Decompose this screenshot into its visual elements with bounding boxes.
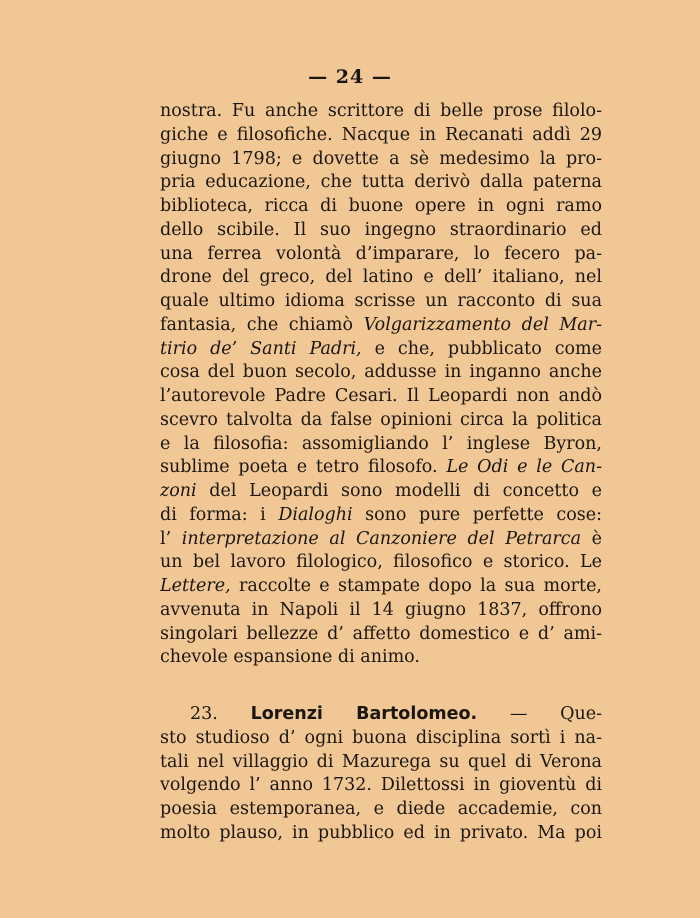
text-line: giche e filosofiche. Nacque in Recanati addì 29 — [160, 124, 602, 145]
text-line: un bel lavoro filologico, filosofico e storico. Le — [160, 552, 602, 573]
text-line: una ferrea volontà d’imparare, lo fecero pa- — [160, 243, 602, 264]
text-line: sto studioso d’ ogni buona disciplina sortì i na- — [160, 727, 602, 748]
paragraph-leopardi — [160, 100, 602, 670]
text-run: sono pure perfette cose: — [352, 504, 602, 525]
work-title: zoni — [160, 481, 197, 501]
text-line: pria educazione, che tutta derivò dalla paterna — [160, 172, 602, 193]
text-line: poesia estemporanea, e diede accademie, con — [160, 799, 602, 819]
text-line — [160, 480, 602, 504]
text-run: raccolte e stampate dopo la sua morte, — [230, 576, 602, 596]
text-line — [160, 504, 602, 528]
text-line — [160, 528, 602, 552]
entry-23 — [160, 703, 602, 846]
work-title: Le Odi e le Can- — [446, 457, 602, 478]
text-run: fantasia, che chiamò — [160, 314, 364, 335]
text-run: è — [581, 528, 602, 549]
text-line: e la filosofia: assomigliando l’ inglese Byron, — [160, 433, 602, 454]
text-line: singolari bellezze d’ affetto domestico e d’ ami- — [160, 623, 602, 644]
text-line — [160, 575, 602, 599]
entry-number: 23. — [190, 704, 251, 724]
work-title: Dialoghi — [278, 504, 353, 525]
text-line: giugno 1798; e dovette a sè medesimo la pro- — [160, 148, 602, 169]
text-run: — Que- — [477, 704, 602, 724]
text-line — [160, 338, 602, 362]
work-title: Lettere, — [160, 576, 231, 596]
page-number: — 24 — — [308, 66, 392, 88]
work-title: tirio de’ Santi Padri, — [160, 338, 362, 359]
text-run: e che, pubblicato come — [361, 338, 602, 359]
work-title: interpretazione al Canzoniere del Petrarca — [181, 528, 582, 549]
text-run: di forma: i — [160, 504, 279, 525]
text-line: tali nel villaggio di Mazurega su quel di Verona — [160, 751, 602, 772]
entry-heading-line — [160, 703, 602, 727]
text-line: l’autorevole Padre Cesari. Il Leopardi non andò — [160, 386, 602, 406]
text-line: scevro talvolta da false opinioni circa la politica — [160, 409, 602, 430]
text-line: dello scibile. Il suo ingegno straordinario ed — [160, 219, 602, 240]
work-title: Volgarizzamento del Mar- — [363, 314, 602, 335]
text-line: drone del greco, del latino e dell’ italiano, nel — [160, 267, 602, 288]
text-line: avvenuta in Napoli il 14 giugno 1837, offrono — [160, 599, 602, 620]
text-line: nostra. Fu anche scrittore di belle prose filolo- — [160, 101, 602, 121]
text-line: chevole espansione di animo. — [160, 647, 420, 668]
text-run: del Leopardi sono modelli di concetto e — [196, 481, 602, 501]
text-line — [160, 456, 602, 480]
text-line: cosa del buon secolo, addusse in inganno anche — [160, 362, 602, 383]
entry-name: Lorenzi Bartolomeo. — [250, 704, 478, 724]
text-line: molto plauso, in pubblico ed in privato. Ma poi — [160, 822, 602, 843]
text-line: biblioteca, ricca di buone opere in ogni ramo — [160, 196, 602, 216]
text-line: quale ultimo idioma scrisse un racconto di sua — [160, 291, 602, 311]
text-run: sublime poeta e tetro filosofo. — [160, 457, 447, 478]
text-line — [160, 314, 602, 338]
text-line: volgendo l’ anno 1732. Dilettossi in gioventù di — [160, 775, 602, 796]
text-run: l’ — [160, 528, 182, 549]
